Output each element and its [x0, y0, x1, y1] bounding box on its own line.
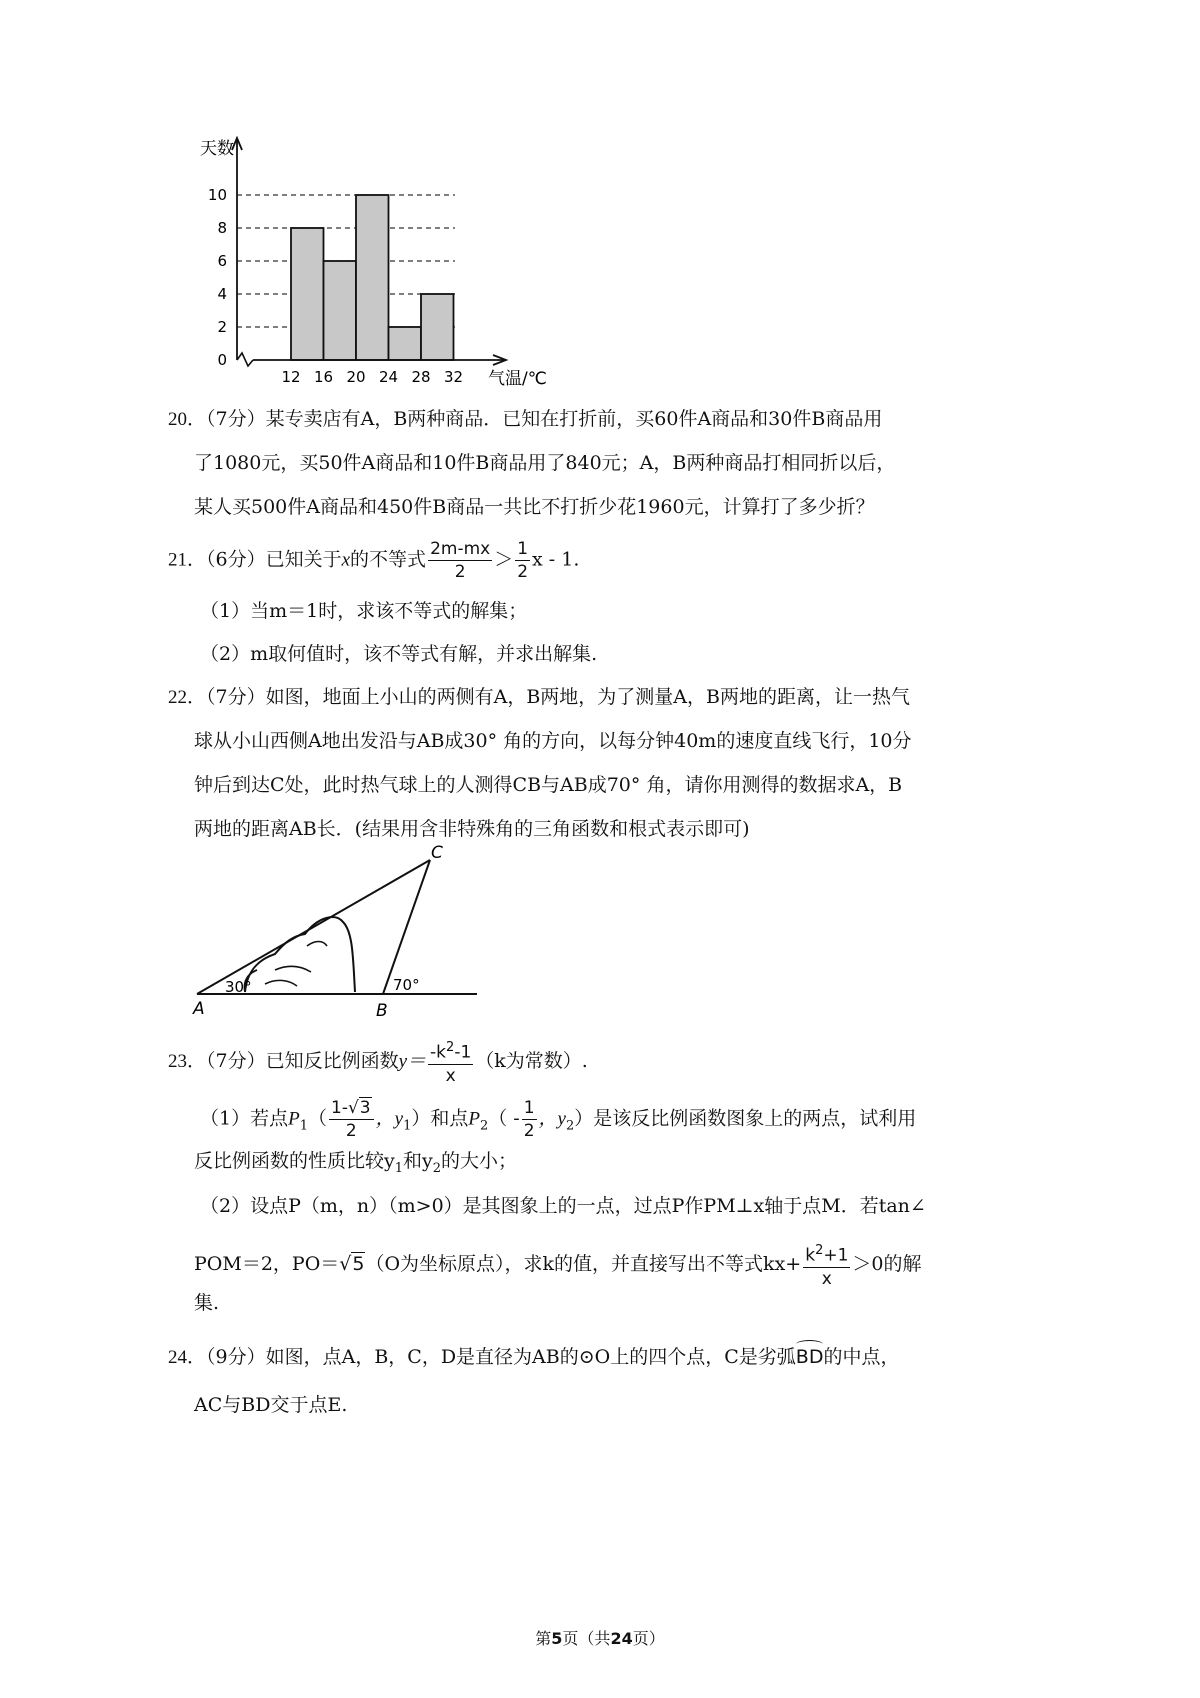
- denominator: 2: [454, 562, 466, 582]
- y-tick-label: 10: [207, 186, 227, 204]
- point-P1: P: [288, 1108, 300, 1130]
- subscript: 2: [432, 1160, 442, 1176]
- question-number: 20．: [168, 409, 207, 430]
- q23-text: （1）若点: [200, 1107, 289, 1130]
- point-P2: P: [468, 1108, 480, 1130]
- x-tick-label: 20: [346, 368, 366, 386]
- histogram-bar: [291, 228, 324, 360]
- exponent: 2: [446, 1040, 455, 1055]
- q23-sub2-line2: [194, 1240, 922, 1290]
- y1-label: ，y: [375, 1108, 404, 1130]
- q21-text: 的不等式: [350, 548, 427, 571]
- denominator: x: [445, 1065, 456, 1086]
- x-tick-label: 12: [281, 368, 301, 386]
- q24-text: 的中点，: [823, 1346, 900, 1368]
- page-number: 5: [551, 1629, 563, 1648]
- x-tick-label: 28: [411, 368, 431, 386]
- q23-text: ）和点: [411, 1107, 469, 1130]
- q23-text: （O为坐标原点），求k的值，并直接写出不等式kx+: [365, 1252, 802, 1275]
- y-tick-label: 2: [217, 318, 227, 336]
- numerator: 2m-mx: [430, 539, 491, 559]
- y2-label: ，y: [538, 1108, 566, 1130]
- q23-sub1-line1: [200, 1097, 916, 1142]
- q21-text: （6分）已知关于: [206, 548, 342, 571]
- q23-line1: [168, 1037, 588, 1087]
- q22-line2: 球从小山西侧A地出发沿与AB成30° 角的方向，以每分钟40m的速度直线飞行，10分: [194, 730, 912, 752]
- hill-triangle-figure: [185, 842, 495, 1022]
- numerator: [803, 1240, 850, 1268]
- fraction: [428, 538, 492, 583]
- q23-sub1-line2: [194, 1148, 517, 1182]
- q23-sub2-line3: 集.: [194, 1292, 220, 1314]
- q21-line1: [168, 538, 579, 583]
- q21-sub2: （2）m取何值时，该不等式有解，并求出解集.: [200, 643, 598, 665]
- x-tick-label: 32: [443, 368, 464, 386]
- num-part: 1-: [331, 1098, 348, 1118]
- hill-outline: [245, 917, 355, 992]
- arc-BD: BD: [795, 1346, 824, 1368]
- denominator: 2: [517, 562, 529, 582]
- q20-text: （7分）某专卖店有A，B两种商品．已知在打折前，买60件A商品和30件B商品用: [206, 408, 883, 430]
- numerator: 1: [523, 1098, 535, 1118]
- label-B: B: [376, 1001, 388, 1021]
- paren: （ -: [488, 1107, 520, 1130]
- subscript: 2: [565, 1118, 575, 1134]
- var-x: x: [341, 549, 351, 571]
- fraction: [329, 1097, 374, 1142]
- q20-line2: 了1080元，买50件A商品和10件B商品用了840元；A，B两种商品打相同折以后，: [194, 452, 896, 474]
- angle-A-label: 30°: [225, 978, 252, 996]
- axis-break: [237, 353, 253, 366]
- fraction: [522, 1097, 537, 1142]
- x-tick-label: 16: [313, 368, 334, 386]
- y-equals: y＝: [398, 1050, 427, 1072]
- question-number: 23．: [168, 1050, 207, 1072]
- num-part: -k: [430, 1042, 447, 1063]
- q22-line3: 钟后到达C处，此时热气球上的人测得CB与AB成70° 角，请你用测得的数据求A，B: [194, 774, 903, 796]
- label-A: A: [193, 999, 205, 1019]
- page-footer: [0, 1626, 1200, 1649]
- subscript: 1: [403, 1118, 412, 1134]
- histogram-bar: [324, 261, 357, 360]
- denominator: x: [821, 1268, 832, 1289]
- y-tick-label: 4: [217, 285, 227, 303]
- footer-text: 页）: [632, 1629, 665, 1648]
- q21-tail: x - 1.: [532, 548, 580, 571]
- q23-text: 的大小；: [441, 1150, 518, 1172]
- y-tick-label: 6: [217, 252, 227, 270]
- radicand: 3: [359, 1098, 371, 1118]
- histogram-bar: [389, 327, 422, 360]
- num-part: k: [805, 1245, 816, 1266]
- question-number: 24．: [168, 1347, 207, 1368]
- numerator: [329, 1097, 374, 1120]
- subscript: 2: [479, 1118, 489, 1134]
- fraction: [428, 1037, 473, 1087]
- fraction: [515, 538, 530, 583]
- histogram-bar: [421, 294, 454, 360]
- label-C: C: [431, 843, 443, 863]
- subscript: 1: [394, 1160, 404, 1176]
- denominator: 2: [523, 1121, 535, 1141]
- histogram-bar: [356, 195, 389, 360]
- angle-B-label: 70°: [393, 976, 420, 994]
- q23-text: POM＝2，PO＝: [194, 1252, 340, 1275]
- q21-sub1: （1）当m＝1时，求该不等式的解集；: [200, 600, 528, 622]
- x-tick-label: 24: [378, 368, 399, 386]
- y-tick-label: 8: [217, 219, 227, 237]
- sqrt: √3: [347, 1098, 371, 1118]
- y-tick-label: 0: [217, 351, 227, 369]
- q23-text: （7分）已知反比例函数: [206, 1049, 399, 1072]
- numerator: 1: [517, 539, 529, 559]
- num-part: +1: [823, 1245, 849, 1266]
- q24-line1: [168, 1344, 899, 1371]
- q23-text: 反比例函数的性质比较y: [194, 1150, 395, 1172]
- q22-line4: 两地的距离AB长．(结果用含非特殊角的三角函数和根式表示即可): [194, 818, 750, 840]
- footer-text: 页（共: [562, 1629, 611, 1648]
- x-axis-title: 气温/℃: [488, 369, 547, 389]
- q24-text: （9分）如图，点A，B，C，D是直径为AB的⊙O上的四个点，C是劣弧: [206, 1346, 796, 1368]
- q22-text: （7分）如图，地面上小山的两侧有A，B两地，为了测量A，B两地的距离，让一热气: [206, 686, 910, 708]
- q23-text: ＞0的解: [852, 1252, 922, 1275]
- question-number: 21．: [168, 549, 207, 571]
- footer-text: 第: [535, 1629, 552, 1648]
- gt-sign: ＞: [494, 548, 514, 571]
- paren: （: [307, 1107, 327, 1130]
- question-number: 22．: [168, 687, 207, 708]
- segment-BC: [383, 860, 430, 994]
- q23-text: ）是该反比例函数图象上的两点，试利用: [574, 1107, 917, 1130]
- q22-line1: [168, 684, 910, 711]
- q23-sub2-line1: （2）设点P（m，n）（m>0）是其图象上的一点，过点P作PM⊥x轴于点M．若tan∠: [200, 1195, 926, 1217]
- page-total: 24: [610, 1629, 633, 1648]
- segment-AC: [197, 860, 430, 994]
- q20-line3: 某人买500件A商品和450件B商品一共比不打折少花1960元，计算打了多少折？: [194, 496, 875, 518]
- denominator: 2: [345, 1121, 357, 1141]
- radicand: 5: [352, 1252, 365, 1275]
- temperature-histogram: [200, 130, 580, 400]
- sqrt: √5: [339, 1252, 365, 1275]
- hill-shading: [265, 942, 327, 987]
- y-axis-title: 天数: [200, 139, 234, 159]
- numerator: [428, 1037, 473, 1065]
- q23-text: 和y: [403, 1150, 433, 1172]
- q20-line1: [168, 406, 882, 433]
- num-part: -1: [454, 1042, 472, 1063]
- exponent: 2: [815, 1243, 824, 1258]
- q24-line2: AC与BD交于点E.: [194, 1394, 348, 1416]
- q23-text: （k为常数）.: [475, 1049, 588, 1072]
- fraction: [803, 1240, 850, 1290]
- subscript: 1: [299, 1118, 308, 1134]
